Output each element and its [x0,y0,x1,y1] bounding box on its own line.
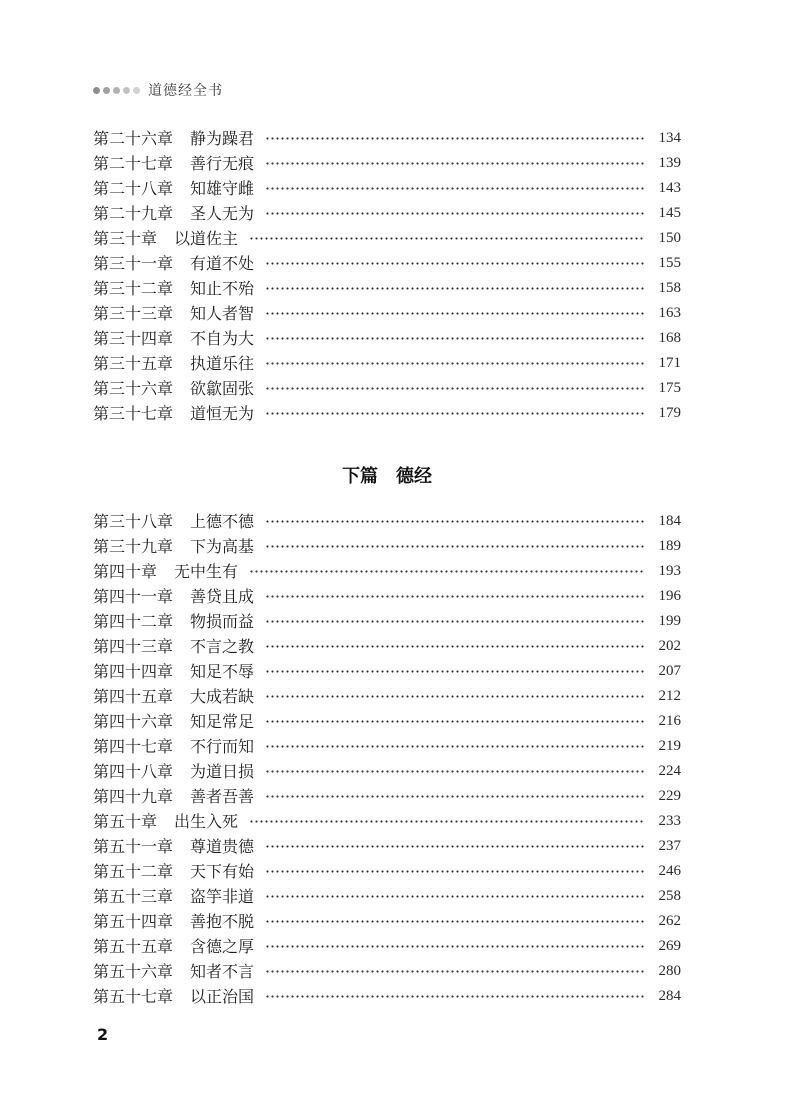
chapter-title: 执道乐往 [190,354,255,373]
chapter-title: 天下有始 [190,862,255,881]
chapter-title: 知雄守雌 [190,179,255,198]
chapter-number: 第三十二章 [93,279,174,298]
chapter-number: 第三十一章 [93,254,174,273]
chapter-title: 知足常足 [190,712,255,731]
toc-entry [93,251,681,276]
running-header [93,80,223,100]
toc-entry [93,809,681,834]
header-dots [93,87,143,94]
chapter-title: 欲歙固张 [190,379,255,398]
chapter-number: 第四十一章 [93,587,174,606]
chapter-title: 不言之教 [190,637,255,656]
page-ref: 233 [658,813,681,829]
dot-leader [265,759,645,784]
dot-leader [265,959,645,984]
page-ref: 150 [658,230,681,246]
chapter-number: 第四十四章 [93,662,174,681]
dot-leader [265,934,645,959]
chapter-title: 善行无痕 [190,154,255,173]
chapter-number: 第四十九章 [93,787,174,806]
toc-entry [93,376,681,401]
bullet-dot-icon [123,87,130,94]
page-ref: 237 [658,838,681,854]
toc-entry [93,909,681,934]
page-ref: 219 [658,738,681,754]
chapter-title: 知者不言 [190,962,255,981]
toc-entry [93,151,681,176]
dot-leader [265,276,645,301]
page-ref: 145 [658,205,681,221]
page-ref: 139 [658,155,681,171]
toc-entry [93,934,681,959]
chapter-title: 为道日损 [190,762,255,781]
page-ref: 284 [658,988,681,1004]
toc-entry [93,709,681,734]
toc-entry [93,351,681,376]
chapter-title: 以道佐主 [174,229,239,248]
page-ref: 189 [658,538,681,554]
page-ref: 163 [658,305,681,321]
chapter-number: 第五十章 [93,812,158,831]
page-ref: 280 [658,963,681,979]
chapter-number: 第五十五章 [93,937,174,956]
page-ref: 229 [658,788,681,804]
toc-entry [93,534,681,559]
dot-leader [265,201,645,226]
page-ref: 175 [658,380,681,396]
dot-leader [265,176,645,201]
chapter-title: 有道不处 [190,254,255,273]
dot-leader [265,984,645,1009]
chapter-number: 第三十三章 [93,304,174,323]
dot-leader [265,784,645,809]
chapter-number: 第四十六章 [93,712,174,731]
toc-entry [93,984,681,1009]
dot-leader [265,834,645,859]
chapter-number: 第二十八章 [93,179,174,198]
chapter-number: 第二十七章 [93,154,174,173]
dot-leader [265,659,645,684]
dot-leader [265,534,645,559]
chapter-number: 第四十八章 [93,762,174,781]
page-ref: 193 [658,563,681,579]
chapter-number: 第二十九章 [93,204,174,223]
dot-leader [265,909,645,934]
dot-leader [265,351,645,376]
page-ref: 134 [658,130,681,146]
dot-leader [265,734,645,759]
toc-entry [93,759,681,784]
toc-entry [93,201,681,226]
toc-entry [93,176,681,201]
chapter-number: 第四十二章 [93,612,174,631]
chapter-title: 物损而益 [190,612,255,631]
toc-entry [93,684,681,709]
chapter-title: 以正治国 [190,987,255,1006]
page-ref: 179 [658,405,681,421]
page-ref: 258 [658,888,681,904]
toc-list-upper [93,126,681,426]
chapter-number: 第四十三章 [93,637,174,656]
page-number: 2 [97,1025,109,1044]
chapter-number: 第五十七章 [93,987,174,1006]
chapter-title: 圣人无为 [190,204,255,223]
page-ref: 168 [658,330,681,346]
page-ref: 199 [658,613,681,629]
dot-leader [249,559,645,584]
chapter-title: 知止不殆 [190,279,255,298]
dot-leader [265,884,645,909]
toc-entry [93,584,681,609]
page-ref: 202 [658,638,681,654]
chapter-title: 大成若缺 [190,687,255,706]
bullet-dot-icon [103,87,110,94]
chapter-title: 知人者智 [190,304,255,323]
dot-leader [265,509,645,534]
toc-entry [93,834,681,859]
chapter-number: 第三十六章 [93,379,174,398]
chapter-title: 善抱不脱 [190,912,255,931]
dot-leader [265,634,645,659]
chapter-number: 第五十三章 [93,887,174,906]
chapter-number: 第三十章 [93,229,158,248]
page-ref: 224 [658,763,681,779]
chapter-number: 第二十六章 [93,129,174,148]
chapter-title: 下为高基 [190,537,255,556]
page-ref: 196 [658,588,681,604]
chapter-title: 无中生有 [174,562,239,581]
book-title: 道德经全书 [148,83,223,99]
dot-leader [249,809,645,834]
page-ref: 143 [658,180,681,196]
chapter-number: 第三十七章 [93,404,174,423]
chapter-title: 尊道贵德 [190,837,255,856]
chapter-title: 道恒无为 [190,404,255,423]
chapter-number: 第五十四章 [93,912,174,931]
toc-entry [93,301,681,326]
bullet-dot-icon [113,87,120,94]
dot-leader [265,401,645,426]
page-ref: 207 [658,663,681,679]
page-ref: 269 [658,938,681,954]
chapter-number: 第三十五章 [93,354,174,373]
toc-entry [93,276,681,301]
chapter-number: 第三十四章 [93,329,174,348]
page-ref: 216 [658,713,681,729]
bullet-dot-icon [93,87,100,94]
chapter-title: 静为躁君 [190,129,255,148]
dot-leader [265,151,645,176]
toc-entry [93,859,681,884]
bullet-dot-icon [133,87,140,94]
chapter-number: 第四十章 [93,562,158,581]
chapter-title: 上德不德 [190,512,255,531]
chapter-number: 第五十二章 [93,862,174,881]
toc-list-lower [93,509,681,1009]
dot-leader [265,301,645,326]
toc-entry [93,659,681,684]
chapter-title: 含德之厚 [190,937,255,956]
dot-leader [265,376,645,401]
toc-entry [93,226,681,251]
toc-entry [93,784,681,809]
dot-leader [265,251,645,276]
chapter-number: 第四十五章 [93,687,174,706]
chapter-number: 第五十一章 [93,837,174,856]
chapter-number: 第五十六章 [93,962,174,981]
toc-entry [93,326,681,351]
page-ref: 158 [658,280,681,296]
chapter-title: 不自为大 [190,329,255,348]
toc-entry [93,609,681,634]
dot-leader [265,584,645,609]
section-heading: 下篇 德经 [342,466,432,487]
chapter-title: 知足不辱 [190,662,255,681]
toc-entry [93,734,681,759]
dot-leader [265,126,645,151]
dot-leader [265,609,645,634]
toc-entry [93,509,681,534]
dot-leader [265,859,645,884]
dot-leader [265,326,645,351]
chapter-number: 第三十九章 [93,537,174,556]
chapter-title: 不行而知 [190,737,255,756]
toc-entry [93,634,681,659]
page-ref: 246 [658,863,681,879]
dot-leader [265,684,645,709]
toc-entry [93,884,681,909]
page-ref: 155 [658,255,681,271]
toc-entry [93,401,681,426]
toc-entry [93,559,681,584]
page-ref: 184 [658,513,681,529]
toc-entry [93,959,681,984]
chapter-title: 善者吾善 [190,787,255,806]
page-ref: 171 [658,355,681,371]
page-ref: 212 [658,688,681,704]
chapter-title: 盗竽非道 [190,887,255,906]
chapter-number: 第四十七章 [93,737,174,756]
chapter-title: 出生入死 [174,812,239,831]
toc-entry [93,126,681,151]
chapter-number: 第三十八章 [93,512,174,531]
dot-leader [265,709,645,734]
dot-leader [249,226,645,251]
chapter-title: 善贷且成 [190,587,255,606]
page-ref: 262 [658,913,681,929]
